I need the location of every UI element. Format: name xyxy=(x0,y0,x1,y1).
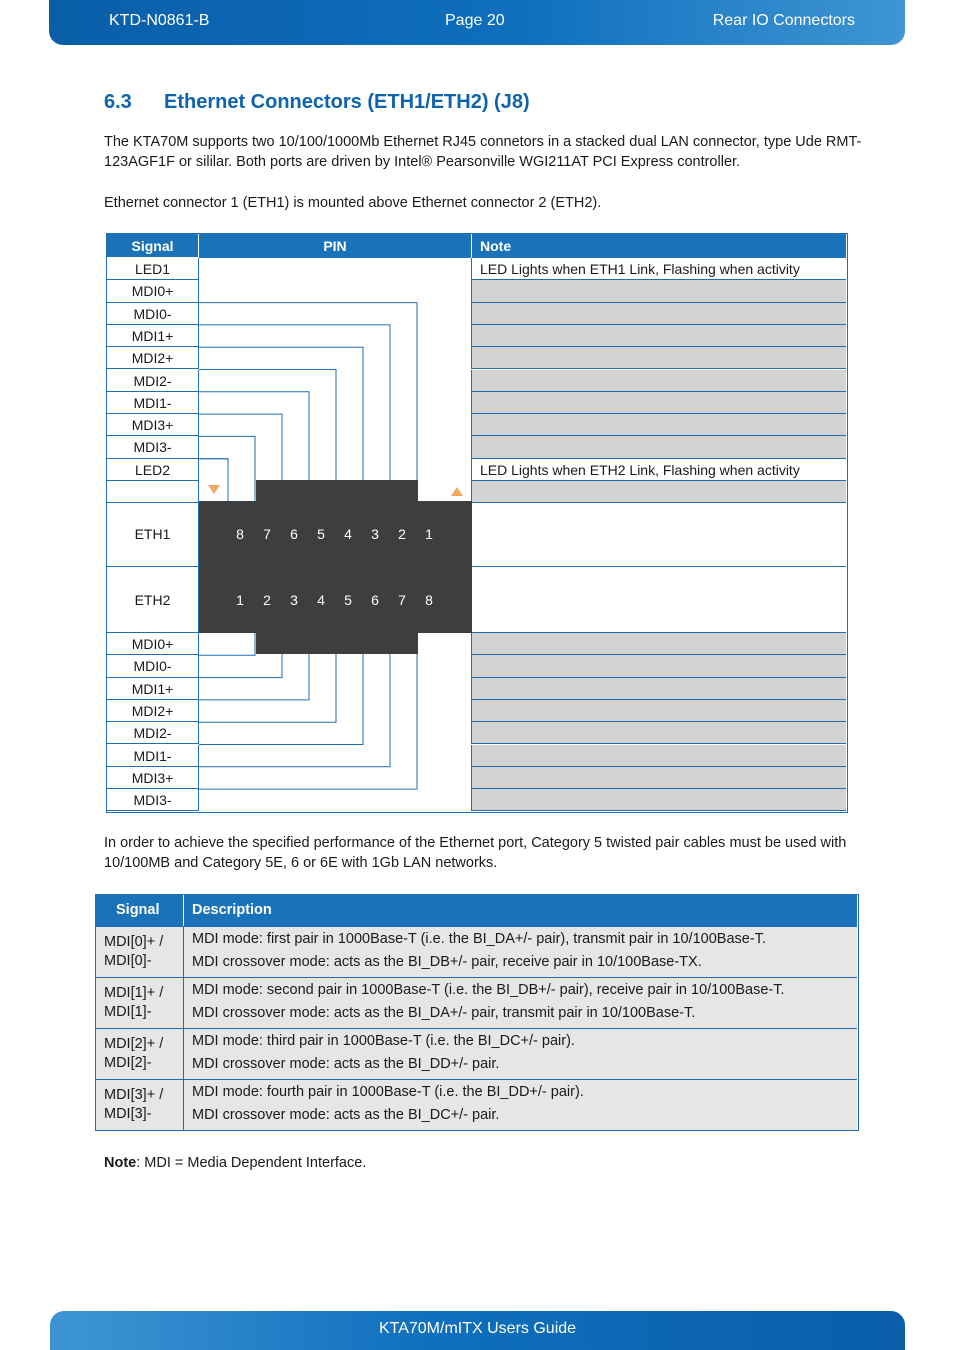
desc-description xyxy=(184,927,857,977)
pin-cell xyxy=(199,745,472,767)
desc-line: MDI crossover mode: acts as the BI_DA+/- pair, transmit pair in 10/100Base-T. xyxy=(192,1005,696,1021)
pin-number: 2 xyxy=(263,592,271,608)
pin-number: 6 xyxy=(371,592,379,608)
desc-description xyxy=(184,1080,857,1130)
pin-number: 2 xyxy=(398,526,406,542)
eth1-connector xyxy=(199,501,472,567)
pin-cell xyxy=(199,325,472,347)
section-title: Ethernet Connectors (ETH1/ETH2) (J8) xyxy=(164,91,530,113)
eth2-label: ETH2 xyxy=(107,567,199,632)
pin-cell xyxy=(199,258,472,280)
pin-note: LED Lights when ETH2 Link, Flashing when activity xyxy=(472,459,846,481)
eth1-plug-tab xyxy=(256,480,418,502)
desc-row xyxy=(96,977,857,1028)
desc-signal-line: MDI[2]- xyxy=(104,1055,152,1071)
desc-line: MDI crossover mode: acts as the BI_DD+/- pair. xyxy=(192,1056,500,1072)
pin-number: 4 xyxy=(344,526,352,542)
pin-number: 3 xyxy=(290,592,298,608)
pin-row xyxy=(107,436,846,458)
pin-note xyxy=(472,745,846,767)
pin-cell xyxy=(199,678,472,700)
pin-number: 1 xyxy=(236,592,244,608)
pin-row xyxy=(107,258,846,280)
pin-number: 4 xyxy=(317,592,325,608)
pin-cell xyxy=(199,414,472,436)
eth2-plug-tab xyxy=(256,632,418,654)
pin-row xyxy=(107,414,846,436)
doc-id: KTD-N0861-B xyxy=(109,12,210,29)
desc-signal-line: MDI[0]+ / xyxy=(104,934,164,950)
pin-signal: MDI3+ xyxy=(107,767,199,789)
pin-note xyxy=(472,722,846,744)
desc-header-description: Description xyxy=(192,902,272,918)
desc-description xyxy=(184,978,857,1028)
pin-cell xyxy=(199,280,472,302)
pin-signal xyxy=(107,481,199,503)
pin-number: 5 xyxy=(344,592,352,608)
desc-signal xyxy=(96,927,184,977)
pin-note xyxy=(472,678,846,700)
pin-signal: MDI3- xyxy=(107,789,199,811)
pin-row xyxy=(107,767,846,789)
pin-note xyxy=(472,370,846,392)
section-heading xyxy=(104,91,530,114)
eth2-note xyxy=(472,567,846,632)
pin-row xyxy=(107,370,846,392)
pin-row xyxy=(107,303,846,325)
pin-cell xyxy=(199,436,472,458)
pin-row xyxy=(107,280,846,302)
pin-number: 7 xyxy=(263,526,271,542)
pin-row xyxy=(107,745,846,767)
pin-note xyxy=(472,655,846,677)
pin-number: 1 xyxy=(425,526,433,542)
page-footer xyxy=(50,1311,905,1350)
desc-row xyxy=(96,1028,857,1079)
page-number: Page 20 xyxy=(445,12,505,29)
header-note: Note xyxy=(472,234,846,258)
pin-cell xyxy=(199,789,472,811)
pin-note xyxy=(472,700,846,722)
desc-signal xyxy=(96,1029,184,1079)
pin-signal: MDI0+ xyxy=(107,633,199,655)
signal-description-table xyxy=(95,894,859,1131)
pin-signal: MDI2- xyxy=(107,722,199,744)
pin-signal: MDI0- xyxy=(107,303,199,325)
desc-signal-line: MDI[2]+ / xyxy=(104,1036,164,1052)
footer-title: KTA70M/mITX Users Guide xyxy=(378,1320,577,1337)
pin-note xyxy=(472,414,846,436)
section-number: 6.3 xyxy=(104,91,132,113)
footnote-text: : MDI = Media Dependent Interface. xyxy=(136,1155,367,1171)
pin-cell xyxy=(199,722,472,744)
desc-signal-line: MDI[1]- xyxy=(104,1004,152,1020)
pin-signal: MDI0+ xyxy=(107,280,199,302)
pin-row xyxy=(107,789,846,811)
pin-note xyxy=(472,436,846,458)
desc-signal-line: MDI[3]- xyxy=(104,1106,152,1122)
pin-cell xyxy=(199,347,472,369)
pin-number: 8 xyxy=(425,592,433,608)
desc-signal xyxy=(96,1080,184,1130)
pin-note xyxy=(472,481,846,503)
section-name: Rear IO Connectors xyxy=(712,12,855,29)
pin-signal: MDI0- xyxy=(107,655,199,677)
intro-paragraph: The KTA70M supports two 10/100/1000Mb Ethernet RJ45 connetors in a stacked dual LAN connector, type Ude RMT-123AGF1F or sililar. Both ports are driven by Intel® Pearsonville WGI211AT PCI Express controller. xyxy=(104,134,862,170)
pin-note: LED Lights when ETH1 Link, Flashing when activity xyxy=(472,258,846,280)
pin-cell xyxy=(199,459,472,481)
pin-note xyxy=(472,303,846,325)
pin-row xyxy=(107,481,846,503)
desc-line: MDI crossover mode: acts as the BI_DB+/- pair, receive pair in 10/100Base-TX. xyxy=(192,954,702,970)
eth1-note xyxy=(472,501,846,566)
desc-row xyxy=(96,926,857,977)
desc-line: MDI mode: third pair in 1000Base-T (i.e. the BI_DC+/- pair). xyxy=(192,1033,575,1049)
pin-number: 8 xyxy=(236,526,244,542)
pin-row xyxy=(107,459,846,481)
pin-signal: MDI3+ xyxy=(107,414,199,436)
desc-header-signal: Signal xyxy=(96,895,184,926)
desc-signal xyxy=(96,978,184,1028)
mounting-paragraph: Ethernet connector 1 (ETH1) is mounted above Ethernet connector 2 (ETH2). xyxy=(104,195,602,211)
pin-note xyxy=(472,789,846,811)
ethernet-pin-diagram xyxy=(106,233,848,813)
desc-line: MDI mode: second pair in 1000Base-T (i.e. the BI_DB+/- pair), receive pair in 10/100Base-T. xyxy=(192,982,785,998)
pin-row xyxy=(107,722,846,744)
pin-note xyxy=(472,767,846,789)
pin-row xyxy=(107,655,846,677)
footnote-label: Note xyxy=(104,1155,137,1171)
header-signal: Signal xyxy=(107,234,199,258)
eth2-connector xyxy=(199,567,472,633)
pin-note xyxy=(472,392,846,414)
pin-number: 6 xyxy=(290,526,298,542)
desc-line: MDI mode: fourth pair in 1000Base-T (i.e. the BI_DD+/- pair). xyxy=(192,1084,584,1100)
pin-signal: MDI1- xyxy=(107,392,199,414)
desc-signal-line: MDI[0]- xyxy=(104,953,152,969)
pin-table-header xyxy=(107,234,846,258)
pin-row xyxy=(107,392,846,414)
pin-row xyxy=(107,678,846,700)
pin-signal: MDI1+ xyxy=(107,678,199,700)
pin-signal: MDI2- xyxy=(107,370,199,392)
pin-row xyxy=(107,633,846,655)
pin-cell xyxy=(199,303,472,325)
footnote xyxy=(104,1153,864,1173)
desc-signal-line: MDI[1]+ / xyxy=(104,985,164,1001)
pin-signal: LED1 xyxy=(107,258,199,280)
pin-number: 3 xyxy=(371,526,379,542)
header-pin: PIN xyxy=(199,234,472,258)
cable-paragraph: In order to achieve the specified performance of the Ethernet port, Category 5 twisted pair cables must be used with 10/100MB and Category 5E, 6 or 6E with 1Gb LAN networks. xyxy=(104,835,847,871)
desc-signal-line: MDI[3]+ / xyxy=(104,1087,164,1103)
pin-note xyxy=(472,280,846,302)
eth1-label: ETH1 xyxy=(107,501,199,566)
page-header xyxy=(49,0,905,45)
desc-description xyxy=(184,1029,857,1079)
pin-note xyxy=(472,347,846,369)
pin-row xyxy=(107,325,846,347)
pin-signal: MDI2+ xyxy=(107,347,199,369)
pin-cell xyxy=(199,392,472,414)
pin-number: 7 xyxy=(398,592,406,608)
pin-note xyxy=(472,633,846,655)
pin-number: 5 xyxy=(317,526,325,542)
pin-cell xyxy=(199,370,472,392)
pin-cell xyxy=(199,700,472,722)
desc-header-row xyxy=(96,895,857,926)
pin-signal: MDI3- xyxy=(107,436,199,458)
pin-cell xyxy=(199,655,472,677)
desc-row xyxy=(96,1079,857,1130)
pin-cell xyxy=(199,767,472,789)
pin-signal: MDI1- xyxy=(107,745,199,767)
pin-signal: MDI1+ xyxy=(107,325,199,347)
desc-line: MDI mode: first pair in 1000Base-T (i.e. the BI_DA+/- pair), transmit pair in 10/100Base-T. xyxy=(192,931,766,947)
pin-note xyxy=(472,325,846,347)
desc-line: MDI crossover mode: acts as the BI_DC+/- pair. xyxy=(192,1107,500,1123)
pin-signal: MDI2+ xyxy=(107,700,199,722)
pin-signal: LED2 xyxy=(107,459,199,481)
pin-row xyxy=(107,700,846,722)
pin-row xyxy=(107,347,846,369)
